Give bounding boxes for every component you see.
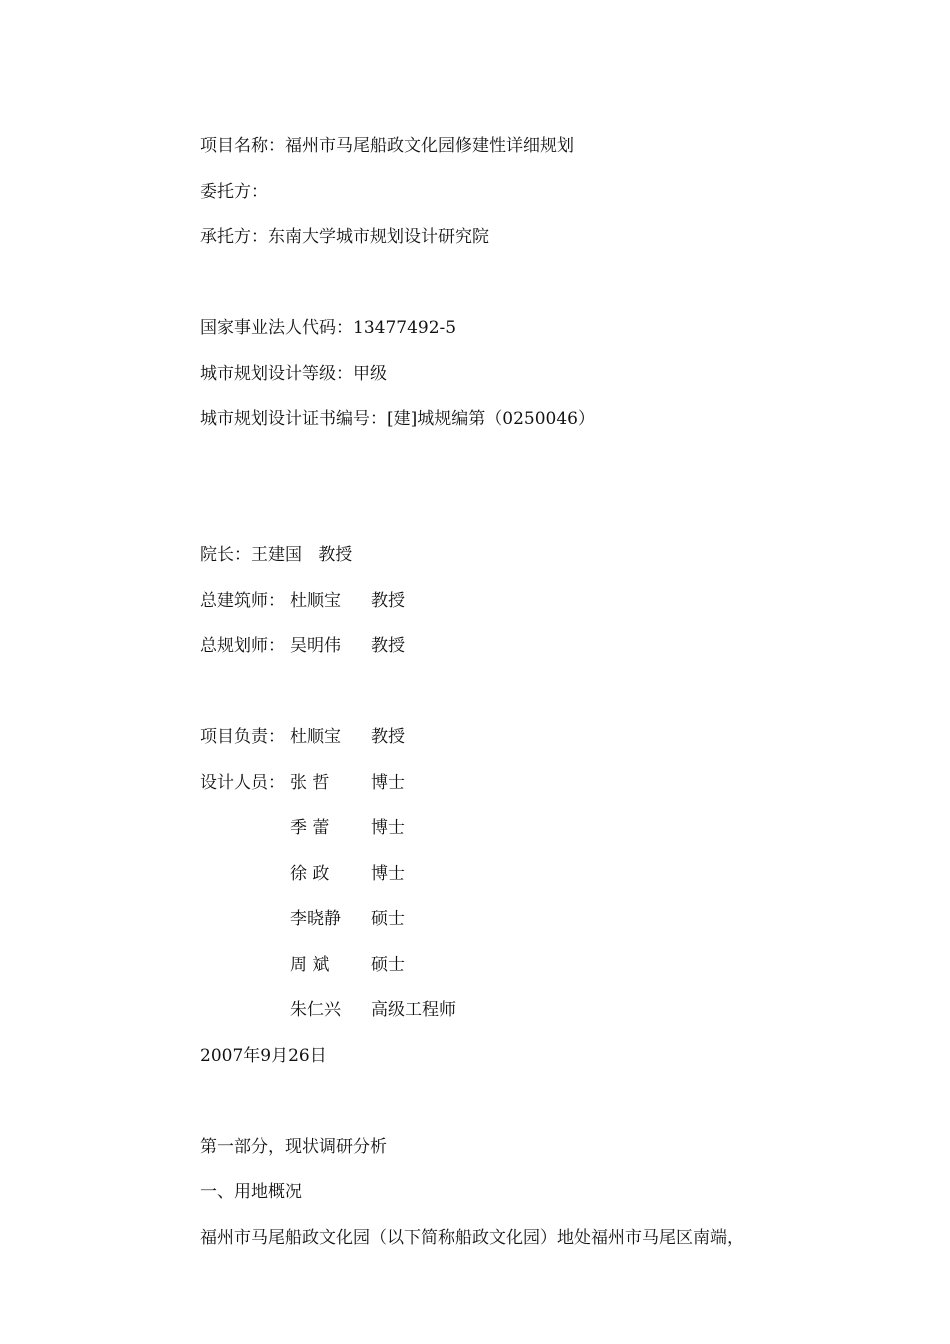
project-lead-name: 杜顺宝	[290, 727, 341, 747]
document-date: 2007年9月26日	[200, 1046, 327, 1066]
design-grade-line: 城市规划设计等级：甲级	[200, 364, 387, 384]
chief-architect-name: 杜顺宝	[290, 591, 341, 611]
chief-planner-name: 吴明伟	[290, 636, 341, 656]
project-name-line: 项目名称：福州市马尾船政文化园修建性详细规划	[200, 136, 574, 156]
chief-architect-label: 总建筑师：	[200, 591, 285, 611]
team-member-name: 李晓静	[290, 909, 341, 929]
team-member-title: 博士	[371, 864, 405, 884]
certificate-number-line: 城市规划设计证书编号：[建]城规编第（0250046）	[200, 409, 595, 429]
team-member-name: 朱仁兴	[290, 1000, 341, 1020]
body-paragraph: 福州市马尾船政文化园（以下简称船政文化园）地处福州市马尾区南端，	[200, 1228, 744, 1248]
chief-planner-title: 教授	[371, 636, 405, 656]
project-lead-title: 教授	[371, 727, 405, 747]
subsection-title: 一、用地概况	[200, 1182, 302, 1202]
team-member-name: 张 哲	[290, 773, 330, 793]
part-title: 第一部分，现状调研分析	[200, 1137, 387, 1157]
team-member-name: 季 蕾	[290, 818, 330, 838]
designers-label: 设计人员：	[200, 773, 285, 793]
client-line: 委托方：	[200, 182, 268, 202]
contractor-line: 承托方：东南大学城市规划设计研究院	[200, 227, 489, 247]
team-member-title: 硕士	[371, 909, 405, 929]
dean-line: 院长：王建国 教授	[200, 545, 353, 565]
team-member-name: 周 斌	[290, 955, 330, 975]
team-member-title: 博士	[371, 818, 405, 838]
team-member-title: 硕士	[371, 955, 405, 975]
team-member-name: 徐 政	[290, 864, 330, 884]
team-member-title: 高级工程师	[371, 1000, 456, 1020]
team-member-title: 博士	[371, 773, 405, 793]
project-lead-label: 项目负责：	[200, 727, 285, 747]
legal-code-line: 国家事业法人代码：13477492-5	[200, 318, 457, 338]
chief-planner-label: 总规划师：	[200, 636, 285, 656]
chief-architect-title: 教授	[371, 591, 405, 611]
